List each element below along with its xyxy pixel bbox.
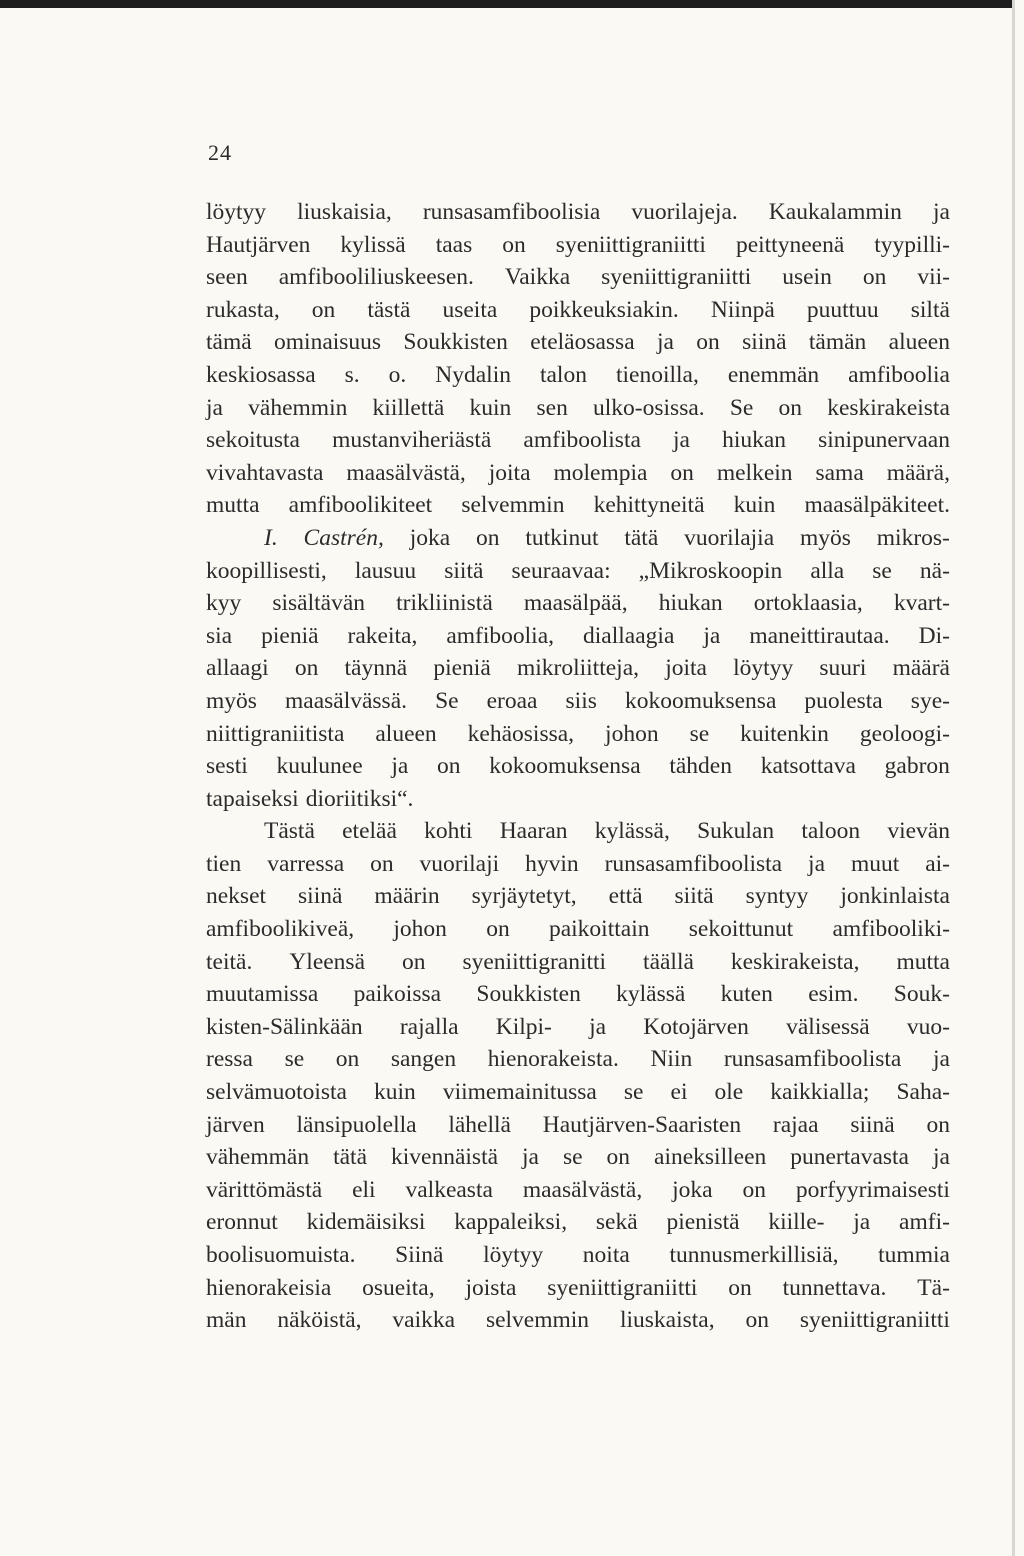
word: selvemmin (485, 1307, 590, 1334)
word: amfiboolikiteet (288, 492, 433, 519)
word: syeniittigraniitti (601, 264, 752, 291)
word: eteläosassa (530, 329, 635, 356)
word: muutamissa (206, 981, 319, 1008)
word: Siinä (395, 1242, 444, 1268)
word: puolesta (804, 687, 883, 714)
word: tutkinut (525, 524, 599, 551)
word: ole (714, 1079, 744, 1106)
word: nä- (919, 557, 950, 584)
word: Se (729, 394, 754, 421)
word: täällä (643, 948, 694, 975)
word: sama (815, 459, 864, 486)
word: amfiboolikiveä, (206, 916, 355, 943)
word: tienoilla, (615, 361, 699, 388)
word: allaagi (206, 655, 269, 682)
word: löytyy (483, 1242, 544, 1268)
word: siitä (674, 883, 714, 910)
word: Tä- (917, 1274, 950, 1301)
word: on (335, 1046, 360, 1073)
word: on (502, 231, 526, 258)
word: maasälvästä, (346, 459, 466, 486)
word: peittyneenä (735, 231, 845, 258)
word: suuri (819, 655, 867, 682)
word: taas (435, 231, 473, 258)
word: paikoittain (548, 916, 650, 943)
word: joita (665, 655, 707, 682)
word: Kotojärven (643, 1013, 749, 1040)
word: Niin (650, 1046, 693, 1073)
word: syeniittigraniitti (555, 231, 706, 258)
word: osueita, (362, 1274, 435, 1301)
word: rajalla (399, 1013, 459, 1040)
word: täynnä (344, 655, 408, 682)
word: mutta (896, 948, 950, 975)
word: länsipuolella (296, 1111, 417, 1138)
text-line (206, 1109, 950, 1142)
word: valkeasta (405, 1176, 493, 1203)
word: on (778, 394, 803, 421)
word: kehäosissa, (467, 720, 575, 747)
word: sinipunervaan (818, 427, 950, 454)
text-line (206, 1076, 950, 1109)
word: ja (656, 329, 674, 356)
text-line (206, 652, 950, 685)
text-line (206, 750, 950, 783)
word: sisältävän (272, 590, 366, 617)
text-line (206, 848, 950, 881)
word: varressa (267, 850, 345, 877)
word: lähellä (448, 1111, 511, 1138)
word: runsasamfiboolisia (422, 199, 601, 225)
text-line (206, 261, 950, 294)
word: Souk- (893, 981, 950, 1008)
word: liuskaisia, (297, 199, 392, 225)
word: Di- (918, 622, 950, 649)
top-scan-edge (0, 0, 1012, 8)
body-text (206, 196, 950, 1337)
word: kiille- (768, 1209, 825, 1236)
word: esim. (808, 981, 859, 1008)
word: ja (808, 850, 826, 877)
text-line (206, 457, 950, 490)
word: män (206, 1307, 247, 1334)
word: kaikkialla; (770, 1079, 870, 1106)
word: on (486, 916, 510, 943)
word: ulko-osissa. (593, 394, 705, 421)
word: hienorakeista. (487, 1046, 619, 1073)
word: diallaagia (583, 622, 675, 649)
word: kuin (469, 394, 512, 421)
word: vii- (917, 264, 950, 291)
word: maasälpää, (523, 590, 628, 617)
word: se (872, 557, 892, 584)
word: kuin (374, 1079, 416, 1106)
word: puuttuu (806, 296, 879, 323)
text-line (206, 1206, 950, 1239)
text-line (206, 913, 950, 946)
word: amfibooliki- (832, 916, 950, 943)
word: että (608, 883, 643, 910)
word: ressa (206, 1046, 253, 1073)
word: hiukan (658, 590, 723, 617)
text-line (206, 522, 950, 555)
word: vuorilajeja. (631, 199, 738, 225)
word: kyy (206, 590, 242, 617)
word: muut (850, 850, 900, 877)
word: tämä (206, 329, 252, 356)
word: joista (465, 1274, 517, 1301)
word: kuulunee (276, 753, 363, 780)
word: Hautjärven (206, 231, 311, 258)
word: Soukkisten (476, 981, 581, 1008)
word: kuin (733, 492, 776, 519)
word: porfyyrimaisesti (795, 1176, 950, 1203)
word: useita (442, 296, 498, 323)
word: siinä (742, 329, 787, 356)
word: on (606, 1144, 631, 1171)
word: gabron (884, 753, 950, 780)
word: Hautjärven-Saaristen (542, 1111, 742, 1138)
word: nekset (206, 883, 267, 910)
word: ja (932, 1144, 950, 1171)
word: joka (672, 1176, 713, 1203)
word: kivennäistä (391, 1144, 499, 1171)
word: se (562, 1144, 583, 1171)
word: mikroliitteja, (516, 655, 639, 682)
word: tätä (624, 524, 659, 551)
word: eroaa (486, 687, 538, 714)
word: sangen (390, 1046, 457, 1073)
word: Vaikka (504, 264, 571, 291)
text-line (206, 620, 950, 653)
word: kisten-Sälinkään (206, 1013, 363, 1040)
word: paikoissa (353, 981, 442, 1008)
word: alueen (888, 329, 950, 356)
word: välisessä (786, 1013, 870, 1040)
word: aineksilleen (654, 1144, 767, 1171)
word: kidemäisiksi (306, 1209, 426, 1236)
word: amfibooliliuskeesen. (278, 264, 474, 291)
word: siis (565, 687, 597, 714)
word: maasälvässä. (284, 687, 408, 714)
word: on (476, 524, 500, 551)
word: katsottava (760, 753, 856, 780)
text-line (206, 1304, 950, 1337)
word: on (696, 329, 720, 356)
word: vähemmin (248, 394, 348, 421)
word: eronnut (206, 1209, 278, 1236)
word: tämän (808, 329, 867, 356)
word: tummia (878, 1242, 950, 1268)
word: ortoklaasia, (753, 590, 863, 617)
word: taloon (801, 818, 861, 845)
word: poikkeuksiakin. (529, 296, 679, 323)
word: on (437, 753, 461, 780)
word: amfiboolia (848, 361, 950, 388)
word: siitä (444, 557, 484, 584)
word: sesti (206, 753, 248, 780)
text-line (206, 294, 950, 327)
word: kylässä, (594, 818, 670, 845)
word: usein (782, 264, 832, 291)
word: rakeita, (347, 622, 418, 649)
word: amfiboolista (523, 427, 641, 454)
word: viimemainitussa (442, 1079, 597, 1106)
word: talon (539, 361, 587, 388)
word: tunnusmerkillisiä, (669, 1242, 839, 1268)
word: keskirakeista (827, 394, 950, 421)
word: sen (536, 394, 568, 421)
word: jonkinlaista (840, 883, 950, 910)
word: vievän (887, 818, 950, 845)
word: hyvin (525, 850, 579, 877)
word: Kilpi- (495, 1013, 552, 1040)
word: punertavasta (790, 1144, 909, 1171)
word: Haaran (499, 818, 568, 845)
word: ja (391, 753, 409, 780)
word: on (862, 264, 887, 291)
word: on (370, 850, 394, 877)
word: syrjäytetyt, (471, 883, 577, 910)
word: selvämuotoista (206, 1079, 347, 1106)
text-line (206, 392, 950, 425)
word: sekä (595, 1209, 638, 1236)
word: ja (932, 1046, 950, 1073)
text-line (206, 1239, 950, 1272)
word: trikliinistä (396, 590, 493, 617)
word: Saha- (896, 1079, 950, 1106)
word: johon (393, 916, 447, 943)
word: määrä, (886, 459, 950, 486)
word: hienorakeisia (206, 1274, 332, 1301)
word: rajaa (772, 1111, 819, 1138)
word: ominaisuus (274, 329, 382, 356)
text-line (206, 880, 950, 913)
text-line (206, 1043, 950, 1076)
word: sia (206, 622, 233, 649)
word: tähden (669, 753, 732, 780)
text-line (206, 815, 950, 848)
word: keskirakeista, (730, 948, 860, 975)
word: boolisuomuista. (206, 1242, 356, 1268)
word: tyypilli- (874, 231, 950, 258)
text-line (206, 946, 950, 979)
word: ja (673, 427, 690, 454)
word: lausuu (354, 557, 417, 584)
word: Se (435, 687, 459, 714)
word: on (745, 1307, 769, 1334)
word: tien (206, 850, 242, 877)
word: geoloogi- (859, 720, 950, 747)
word: sekoitusta (206, 427, 300, 454)
word: löytyy (206, 199, 267, 225)
text-line (206, 229, 950, 262)
word: vähemmän (206, 1144, 310, 1171)
word: Soukkisten (403, 329, 508, 356)
word: myös (206, 687, 257, 714)
word: kokoomuksensa (624, 687, 777, 714)
word: I. (264, 524, 278, 551)
word: tätä (333, 1144, 368, 1171)
text-line (206, 326, 950, 359)
word: on (294, 655, 319, 682)
word: maasälvästä, (522, 1176, 643, 1203)
word: sekoittunut (688, 916, 794, 943)
word: joka (409, 524, 451, 551)
word: alueen (375, 720, 437, 747)
word: hiukan (722, 427, 787, 454)
word: kylässä (616, 981, 686, 1008)
word: syeniittigraniitti (799, 1307, 950, 1334)
word: se (689, 720, 710, 747)
word: syntyy (745, 883, 809, 910)
word: maneittirautaa. (749, 622, 890, 649)
word: siinä (298, 883, 343, 910)
word: myös (800, 524, 851, 551)
text-line (206, 196, 950, 229)
word: värittömästä (206, 1176, 323, 1203)
word: runsasamfiboolista (723, 1046, 902, 1073)
text-line (206, 424, 950, 457)
word: Sukulan (697, 818, 775, 845)
word: vivahtavasta (206, 459, 324, 486)
word: mutta (206, 492, 260, 519)
word: vuorilajia (684, 524, 775, 551)
word: seuraavaa: (511, 557, 611, 584)
word: keskiosassa (206, 361, 316, 388)
word: näköistä, (277, 1307, 362, 1334)
word: se (284, 1046, 305, 1073)
word: ja (853, 1209, 871, 1236)
word: s. (344, 361, 360, 388)
word: Kaukalammin (768, 199, 902, 225)
text-line (206, 555, 950, 588)
word: on (728, 1274, 752, 1301)
word: ja (206, 394, 223, 421)
word: tapaiseksi (206, 785, 299, 812)
word: on (401, 948, 426, 975)
word: selvemmin (461, 492, 565, 519)
word: kiillettä (372, 394, 445, 421)
word: löytyy (733, 655, 794, 682)
text-line (206, 1011, 950, 1044)
word: dioriitiksi“. (305, 785, 414, 812)
word: kuitenkin (740, 720, 829, 747)
word: johon (605, 720, 659, 747)
word: „Mikroskoopin (638, 557, 783, 584)
word: Nydalin (435, 361, 511, 388)
word: mikros- (876, 524, 950, 551)
word: ei (670, 1079, 688, 1106)
word: siltä (910, 296, 950, 323)
word: pieniä (433, 655, 491, 682)
word: amfiboolia, (446, 622, 555, 649)
word: vuorilaji (419, 850, 500, 877)
word: mustanviheriästä (332, 427, 492, 454)
word: joita (488, 459, 531, 486)
word: liuskaista, (619, 1307, 715, 1334)
word: ja (522, 1144, 539, 1171)
text-line (206, 489, 950, 522)
word: kehittyneitä (593, 492, 705, 519)
text-line (206, 1141, 950, 1174)
text-line (206, 1174, 950, 1207)
word: syeniittigranitti (462, 948, 607, 975)
text-line (206, 1272, 950, 1305)
word: on (311, 296, 336, 323)
word: teitä. (206, 948, 253, 975)
word: on (742, 1176, 767, 1203)
word: o. (388, 361, 407, 388)
word: maasälpäkiteet. (804, 492, 950, 519)
word: molempia (553, 459, 648, 486)
word: alla (810, 557, 845, 584)
word: Tästä (264, 818, 315, 845)
page-number: 24 (208, 140, 232, 165)
word: tunnettava. (782, 1274, 887, 1301)
word: määrä (892, 655, 950, 682)
word: siinä (850, 1111, 895, 1138)
word: niittigraniitista (206, 720, 345, 747)
text-line (206, 587, 950, 620)
word: vuo- (906, 1013, 950, 1040)
word: ja (703, 622, 721, 649)
word: pieniä (261, 622, 319, 649)
text-line (206, 978, 950, 1011)
word: sye- (910, 687, 950, 714)
word: syeniittigraniitti (547, 1274, 698, 1301)
word: kohti (424, 818, 473, 845)
word: on (670, 459, 694, 486)
word: eli (352, 1176, 376, 1203)
word: kvart- (893, 590, 950, 617)
word: se (623, 1079, 644, 1106)
word: rukasta, (206, 296, 280, 323)
word: kappaleiksi, (454, 1209, 568, 1236)
word: Castrén, (303, 524, 384, 551)
right-scan-edge (1012, 0, 1015, 1556)
word: järven (206, 1111, 265, 1138)
text-line (206, 783, 950, 816)
word: enemmän (727, 361, 820, 388)
word: kokoomuksensa (489, 753, 641, 780)
word: tästä (367, 296, 411, 323)
text-line (206, 359, 950, 392)
word: vaikka (392, 1307, 456, 1334)
word: etelää (342, 818, 397, 845)
word: ai- (925, 850, 950, 877)
word: Yleensä (289, 948, 365, 975)
text-line (206, 685, 950, 718)
word: kuten (720, 981, 773, 1008)
text-line (206, 718, 950, 751)
word: koopillisesti, (206, 557, 327, 584)
word: kylissä (340, 231, 406, 258)
word: noita (582, 1242, 630, 1268)
word: Niinpä (710, 296, 775, 323)
word: amfi- (899, 1209, 950, 1236)
word: on (926, 1111, 950, 1138)
word: pienistä (666, 1209, 740, 1236)
word: runsasamfiboolista (604, 850, 783, 877)
word: ja (932, 199, 950, 225)
word: seen (206, 264, 248, 291)
word: ja (589, 1013, 607, 1040)
word: melkein (716, 459, 793, 486)
word: määrin (374, 883, 440, 910)
